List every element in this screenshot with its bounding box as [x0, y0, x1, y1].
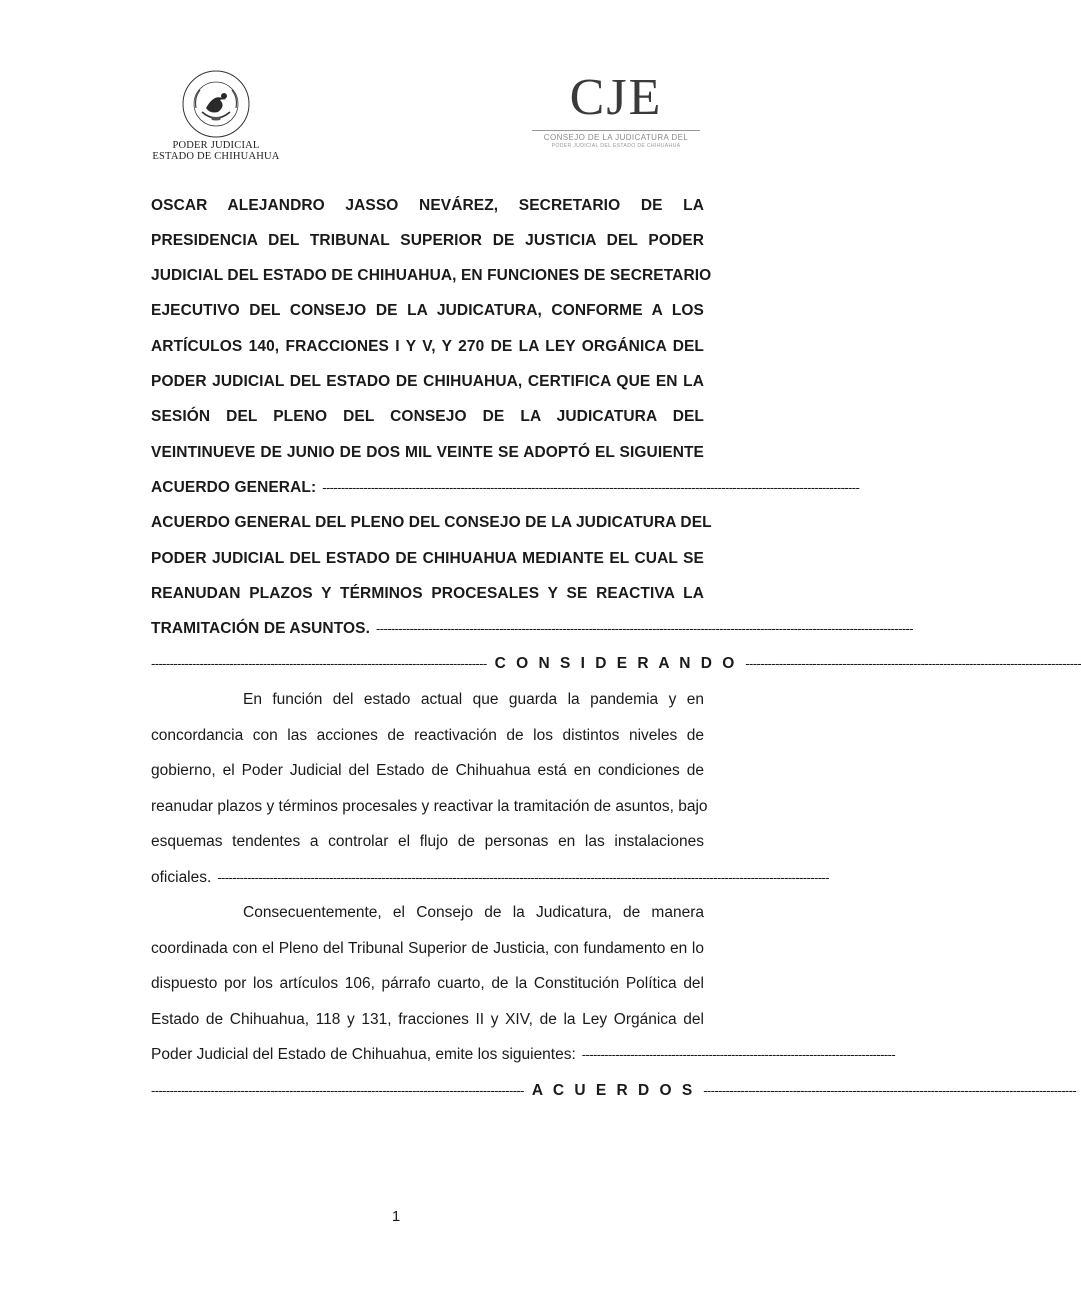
paragraph-1-line-1: En función del estado actual que guarda la pandemia y en: [243, 691, 704, 708]
cje-divider: [532, 130, 700, 131]
seal-caption-line-2: ESTADO DE CHIHUAHUA: [152, 151, 280, 162]
dash-filler-left: ----------------------------------------------------------------------------------------------------: [151, 1083, 524, 1098]
poder-judicial-seal: [146, 68, 286, 162]
seal-caption-line-1: PODER JUDICIAL: [172, 140, 260, 151]
dash-filler-right: ------------------------------------------------------------------------------------------: [745, 656, 1081, 671]
paragraph-1-line-3: gobierno, el Poder Judicial del Estado de Chihuahua está en condiciones de: [151, 762, 704, 779]
paragraph-2-line-5: [151, 1045, 896, 1065]
dash-filler: --------------------------------------------------------------------------------------------------------------------------------------------------------------------: [217, 870, 829, 885]
acuerdos-heading: A C U E R D O S: [531, 1082, 696, 1099]
considerando-heading: C O N S I D E R A N D O: [494, 655, 738, 672]
paragraph-1-line-2: concordancia con las acciones de reactivación de los distintos niveles de: [151, 727, 704, 744]
acuerdo-general-label: ACUERDO GENERAL:: [151, 479, 317, 496]
paragraph-2-line-1: Consecuentemente, el Consejo de la Judicatura, de manera: [243, 904, 704, 921]
certification-line-2: PRESIDENCIA DEL TRIBUNAL SUPERIOR DE JUSTICIA DEL PODER: [151, 232, 704, 249]
paragraph-2-line-4: Estado de Chihuahua, 118 y 131, fracciones II y XIV, de la Ley Orgánica del: [151, 1011, 704, 1028]
agreement-title-line-2: PODER JUDICIAL DEL ESTADO DE CHIHUAHUA MEDIANTE EL CUAL SE: [151, 550, 704, 567]
mexican-coat-of-arms-icon: [180, 68, 252, 140]
agreement-title-end: TRAMITACIÓN DE ASUNTOS.: [151, 620, 371, 637]
cje-logo: CJE: [569, 69, 663, 126]
certification-line-3: JUDICIAL DEL ESTADO DE CHIHUAHUA, EN FUNCIONES DE SECRETARIO: [151, 267, 712, 284]
paragraph-1-line-4: reanudar plazos y términos procesales y reactivar la tramitación de asuntos, bajo: [151, 798, 708, 815]
page-number: 1: [391, 1208, 401, 1225]
cje-logo-block: [532, 70, 700, 150]
paragraph-2-line-2: coordinada con el Pleno del Tribunal Superior de Justicia, con fundamento en lo: [151, 940, 704, 957]
acuerdos-heading-row: [151, 1081, 1077, 1101]
certification-line-1: OSCAR ALEJANDRO JASSO NEVÁREZ, SECRETARIO DE LA: [151, 197, 704, 214]
certification-line-5: ARTÍCULOS 140, FRACCIONES I Y V, Y 270 DE LA LEY ORGÁNICA DEL: [151, 338, 704, 355]
paragraph-2-line-3: dispuesto por los artículos 106, párrafo cuarto, de la Constitución Política del: [151, 975, 704, 992]
considerando-heading-row: [151, 654, 1081, 674]
certification-line-6: PODER JUDICIAL DEL ESTADO DE CHIHUAHUA, CERTIFICA QUE EN LA: [151, 373, 704, 390]
paragraph-1-line-5: esquemas tendentes a controlar el flujo de personas en las instalaciones: [151, 833, 704, 850]
paragraph-1-end: oficiales.: [151, 869, 212, 886]
dash-filler-left: ------------------------------------------------------------------------------------------: [151, 656, 487, 671]
paragraph-2-end: Poder Judicial del Estado de Chihuahua, emite los siguientes:: [151, 1046, 576, 1063]
cje-subtitle-line-2: PODER JUDICIAL DEL ESTADO DE CHIHUAHUA: [551, 143, 681, 149]
certification-line-8: VEINTINUEVE DE JUNIO DE DOS MIL VEINTE SE ADOPTÓ EL SIGUIENTE: [151, 444, 704, 461]
dash-filler: ------------------------------------------------------------------------------------: [581, 1047, 896, 1062]
dash-filler-right: ----------------------------------------------------------------------------------------------------: [703, 1083, 1077, 1098]
certification-line-9: [151, 478, 860, 498]
agreement-title-line-3: REANUDAN PLAZOS Y TÉRMINOS PROCESALES Y SE REACTIVA LA: [151, 585, 704, 602]
dash-filler: ------------------------------------------------------------------------------------------------------------------------------------------------: [376, 621, 914, 636]
agreement-title-line-1: ACUERDO GENERAL DEL PLENO DEL CONSEJO DE LA JUDICATURA DEL: [151, 514, 712, 531]
dash-filler: ------------------------------------------------------------------------------------------------------------------------------------------------: [322, 480, 860, 495]
certification-line-7: SESIÓN DEL PLENO DEL CONSEJO DE LA JUDICATURA DEL: [151, 408, 704, 425]
agreement-title-line-4: [151, 619, 914, 639]
cje-subtitle-line-1: CONSEJO DE LA JUDICATURA DEL: [543, 133, 689, 142]
paragraph-1-line-6: [151, 868, 829, 888]
certification-line-4: EJECUTIVO DEL CONSEJO DE LA JUDICATURA, CONFORME A LOS: [151, 302, 704, 319]
